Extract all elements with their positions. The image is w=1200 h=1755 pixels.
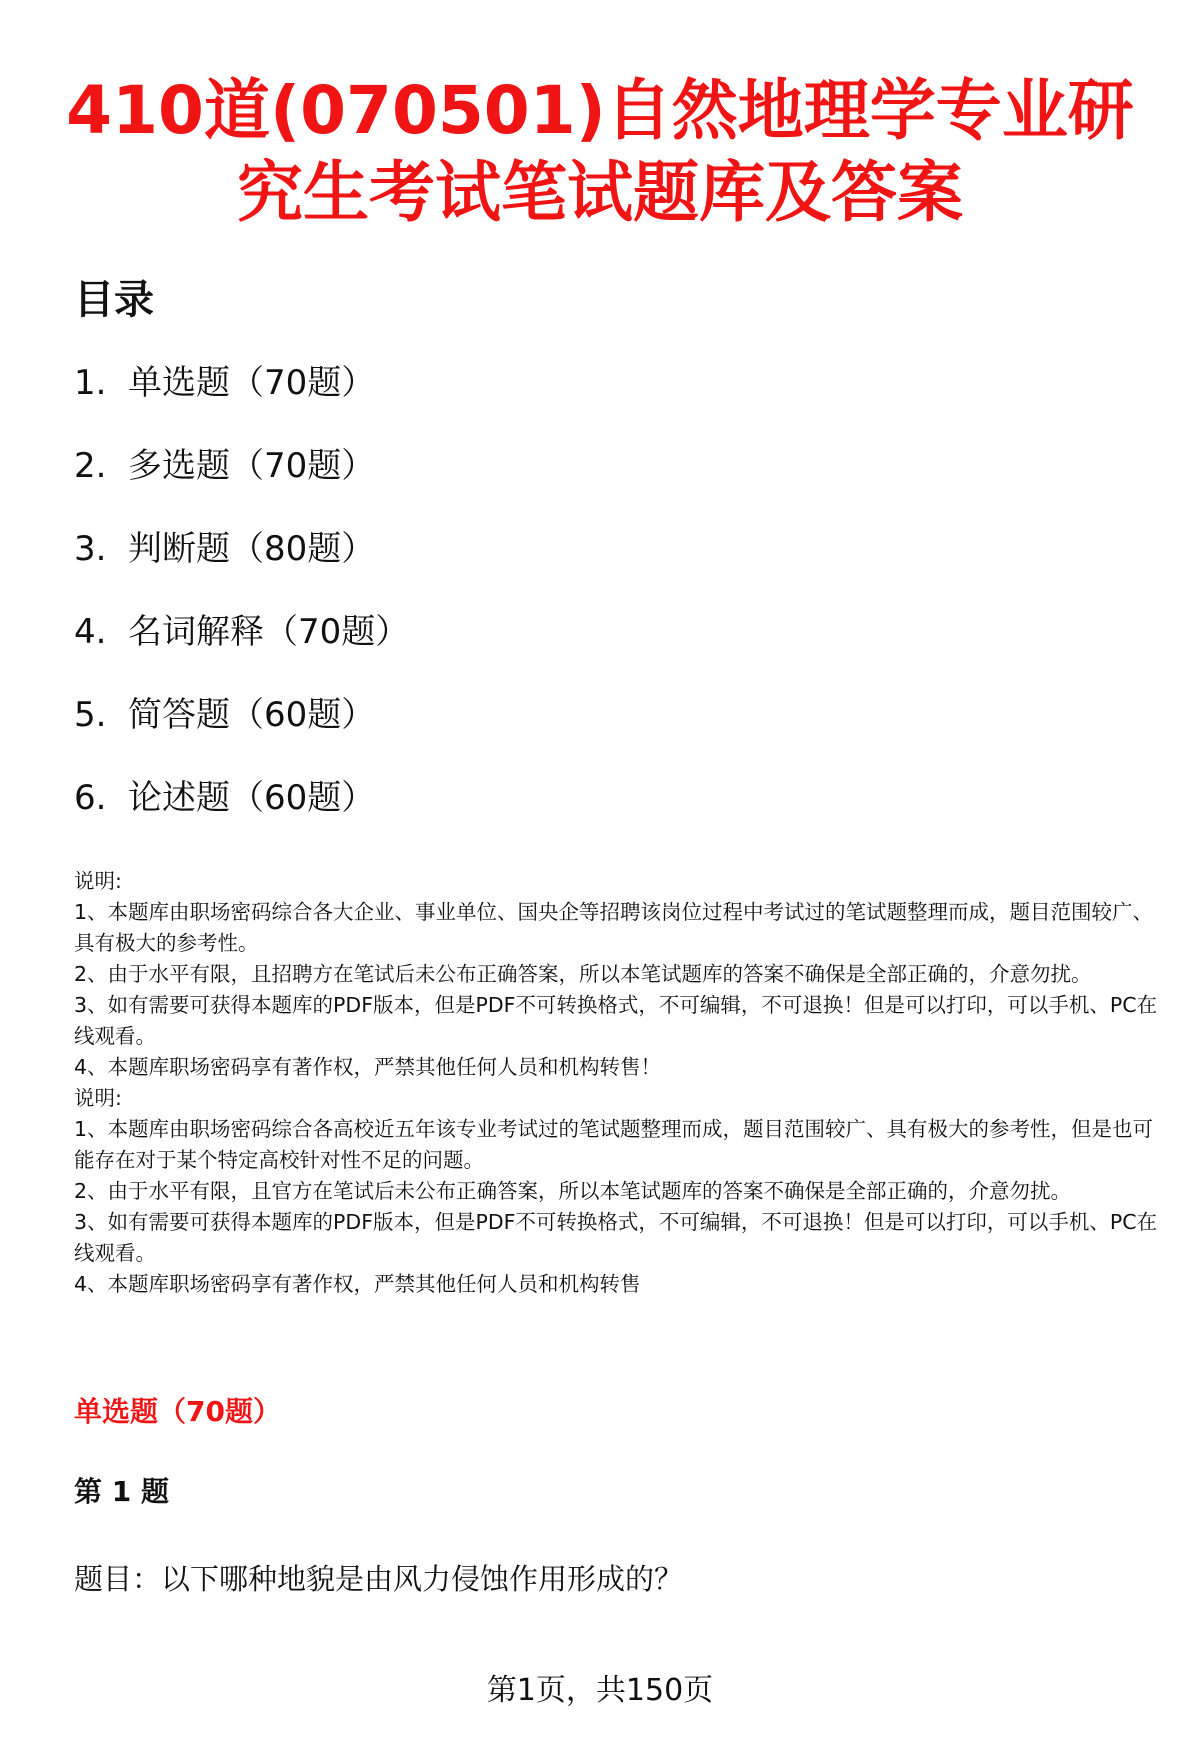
document-title: 410道(070501)自然地理学专业研究生考试笔试题库及答案: [66, 72, 1134, 231]
notes-heading: 说明:: [74, 1086, 122, 1110]
question-text: 题目：以下哪种地貌是由风力侵蚀作用形成的？: [74, 1562, 684, 1596]
note-line: 3、如有需要可获得本题库的PDF版本，但是PDF不可转换格式，不可编辑，不可退换！但是可以打印，可以手机、PC在线观看。: [74, 1210, 1158, 1265]
toc-item-essay[interactable]: [74, 777, 409, 860]
notes-block: [74, 866, 1164, 1300]
note-line: 4、本题库职场密码享有著作权，严禁其他任何人员和机构转售: [74, 1272, 641, 1296]
toc-item-number: 4.: [74, 612, 107, 652]
note-line: 3、如有需要可获得本题库的PDF版本，但是PDF不可转换格式，不可编辑，不可退换！但是可以打印，可以手机、PC在线观看。: [74, 993, 1158, 1048]
note-line: 4、本题库职场密码享有著作权，严禁其他任何人员和机构转售！: [74, 1055, 662, 1079]
toc-heading: 目录: [74, 277, 154, 323]
toc-item-label: 判断题（80题）: [128, 529, 376, 569]
section-title: 单选题（70题）: [74, 1395, 281, 1428]
toc-item-single-choice[interactable]: [74, 362, 409, 445]
question-number: 第 1 题: [74, 1475, 169, 1508]
toc-item-number: 3.: [74, 529, 107, 569]
toc-item-number: 6.: [74, 778, 107, 818]
toc-item-label: 多选题（70题）: [128, 446, 376, 486]
toc-item-number: 2.: [74, 446, 107, 486]
toc-item-short-answer[interactable]: [74, 694, 409, 777]
note-line: 1、本题库由职场密码综合各高校近五年该专业考试过的笔试题整理而成，题目范围较广、具有极大的参考性，但是也可能存在对于某个特定高校针对性不足的问题。: [74, 1117, 1154, 1172]
note-line: 2、由于水平有限，且招聘方在笔试后未公布正确答案，所以本笔试题库的答案不确保是全部正确的，介意勿扰。: [74, 962, 1092, 986]
toc-item-number: 1.: [74, 363, 107, 403]
toc-item-number: 5.: [74, 695, 107, 735]
page-footer: 第1页，共150页: [486, 1673, 714, 1708]
toc-item-label: 简答题（60题）: [128, 695, 376, 735]
toc-item-label: 论述题（60题）: [128, 778, 376, 818]
note-line: 2、由于水平有限，且官方在笔试后未公布正确答案，所以本笔试题库的答案不确保是全部正确的，介意勿扰。: [74, 1179, 1072, 1203]
toc-item-term-explanation[interactable]: [74, 611, 409, 694]
note-line: 1、本题库由职场密码综合各大企业、事业单位、国央企等招聘该岗位过程中考试过的笔试题整理而成，题目范围较广、具有极大的参考性。: [74, 900, 1154, 955]
table-of-contents: [74, 362, 409, 860]
toc-item-label: 单选题（70题）: [128, 363, 376, 403]
notes-heading: 说明:: [74, 869, 122, 893]
toc-item-multiple-choice[interactable]: [74, 445, 409, 528]
toc-item-label: 名词解释（70题）: [128, 612, 410, 652]
toc-item-true-false[interactable]: [74, 528, 409, 611]
